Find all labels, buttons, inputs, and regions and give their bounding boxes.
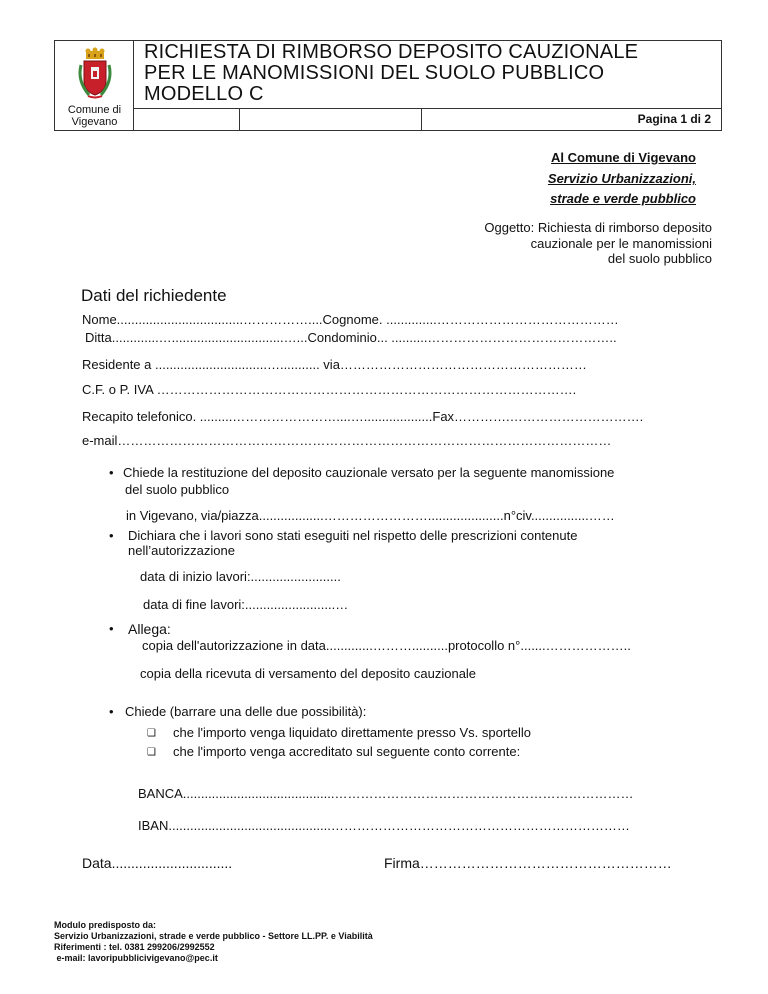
footer-line4: e-mail: lavoripubblicivigevano@pec.it <box>54 953 218 963</box>
end-date-field[interactable]: data di fine lavori:.........................… <box>143 597 349 612</box>
company-field[interactable]: Ditta.............…...............................…...Condominio... ..........…………………………………….. <box>85 330 617 345</box>
name-surname-field[interactable]: Nome...................................……………....Cognome. ..............…………………………………… <box>82 312 619 327</box>
subject-line2: cauzionale per le manomissioni <box>530 236 712 251</box>
email-field[interactable]: e-mail…………………………………………………………………………………………………… <box>82 433 612 448</box>
bullet-icon: • <box>109 465 114 480</box>
header-table <box>54 40 722 131</box>
logo-cell <box>55 41 134 130</box>
recipient-line3: strade e verde pubblico <box>550 191 696 206</box>
page-indicator: Pagina 1 di 2 <box>637 112 711 126</box>
signature-field[interactable]: Firma……………………………………………… <box>384 855 672 871</box>
subject-line1: Oggetto: Richiesta di rimborso deposito <box>484 220 712 235</box>
start-date-field[interactable]: data di inizio lavori:......................... <box>140 569 341 584</box>
phone-fax-field[interactable]: Recapito telefonico. .........……………………....…...................Fax………….…………………………. <box>82 409 644 424</box>
option-cash-desk: che l'importo venga liquidato direttamente presso Vs. sportello <box>173 725 532 740</box>
location-field[interactable]: in Vigevano, via/piazza..................…………………….....................n°civ................…… <box>126 508 615 523</box>
declaration-line2: nell’autorizzazione <box>128 543 235 558</box>
choose-label: Chiede (barrare una delle due possibilità): <box>125 704 367 719</box>
tax-code-field[interactable]: C.F. o P. IVA ……………………………………………………………………………………. <box>82 382 577 397</box>
bullet-icon: • <box>109 621 114 636</box>
logo-caption-line1: Comune di <box>67 104 122 116</box>
date-field[interactable]: Data............................... <box>82 855 233 871</box>
header-subcell-3 <box>422 109 721 130</box>
recipient-line1: Al Comune di Vigevano <box>551 150 696 165</box>
title-cell <box>134 41 721 109</box>
footer-line3: Riferimenti : tel. 0381 299206/2992552 <box>54 942 215 952</box>
bank-field[interactable]: BANCA..........................................…………………………………………………………… <box>138 786 634 801</box>
section-title: Dati del richiedente <box>81 286 227 305</box>
logo-caption-line2: Vigevano <box>71 116 118 128</box>
receipt-copy-text: copia della ricevuta di versamento del deposito cauzionale <box>140 666 477 681</box>
bullet-icon: • <box>109 528 114 543</box>
iban-field[interactable]: IBAN.............................................…………………………………………………………… <box>138 818 630 833</box>
footer <box>54 920 373 964</box>
option-bank-transfer: che l'importo venga accreditato sul seguente conto corrente: <box>173 744 521 759</box>
title-line2: PER LE MANOMISSIONI DEL SUOLO PUBBLICO <box>144 62 605 84</box>
attach-label: Allega: <box>128 621 171 637</box>
checkbox-icon[interactable]: ❑ <box>147 728 156 739</box>
title-line3: MODELLO C <box>144 83 264 105</box>
recipient-line2: Servizio Urbanizzazioni, <box>547 171 696 186</box>
bullet-icon: • <box>109 704 114 719</box>
declaration-line1: Dichiara che i lavori sono stati eseguiti nel rispetto delle prescrizioni contenute <box>128 528 578 543</box>
residence-field[interactable]: Residente a ...............................…........... via………………………………………………… <box>82 357 587 372</box>
coat-of-arms-icon <box>75 47 115 107</box>
header-subcell-2 <box>240 109 422 130</box>
footer-line2: Servizio Urbanizzazioni, strade e verde pubblico - Settore LL.PP. e Viabilità <box>54 931 373 941</box>
restitution-line2: del suolo pubblico <box>125 482 230 497</box>
header-subcell-1 <box>134 109 240 130</box>
checkbox-icon[interactable]: ❑ <box>147 747 156 758</box>
authorization-copy-field[interactable]: copia dell'autorizzazione in data.............………..........protocollo n°.......……………….. <box>142 638 631 653</box>
footer-line1: Modulo predisposto da: <box>54 920 156 930</box>
subject-line3: del suolo pubblico <box>607 251 712 266</box>
form-title <box>144 42 638 105</box>
restitution-line1: Chiede la restituzione del deposito cauzionale versato per la seguente manomissione <box>123 465 615 480</box>
title-line1: RICHIESTA DI RIMBORSO DEPOSITO CAUZIONALE <box>144 41 639 63</box>
